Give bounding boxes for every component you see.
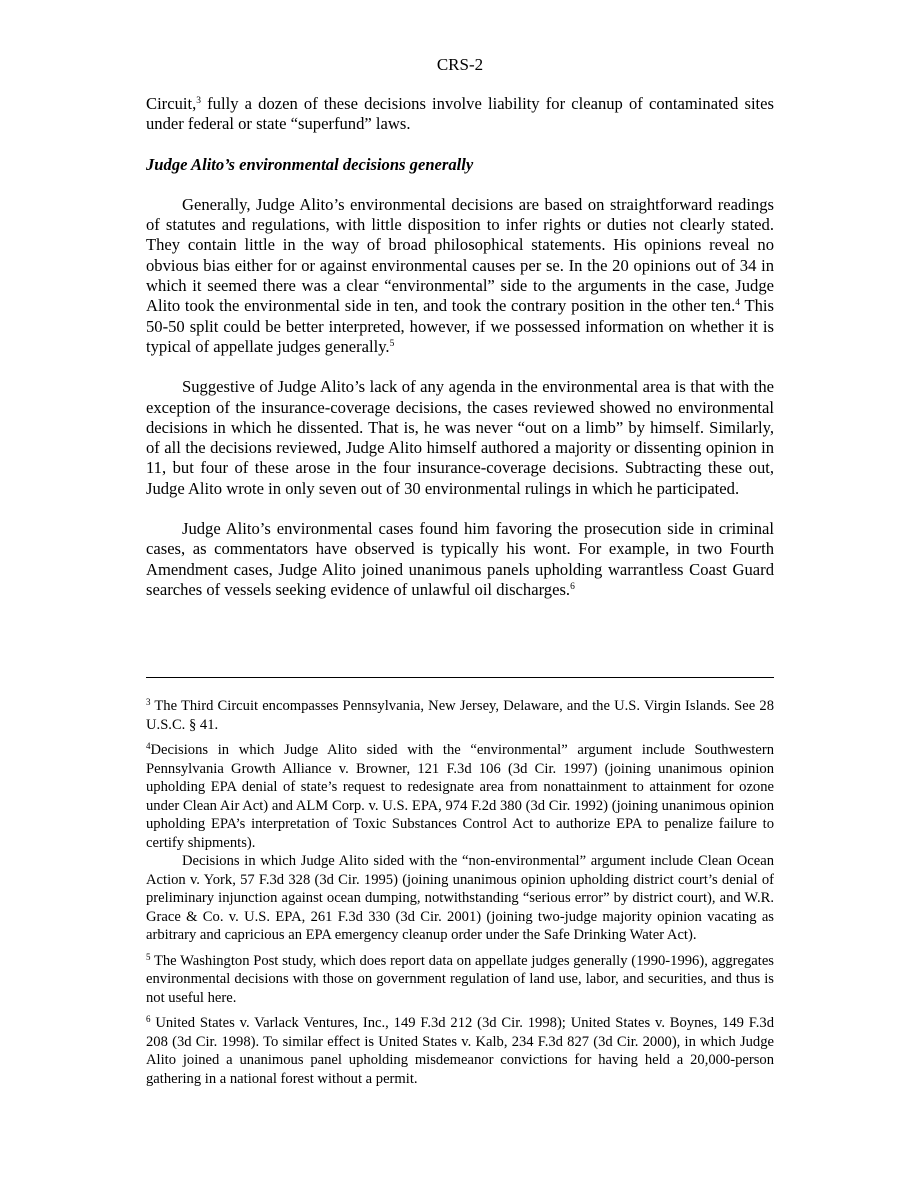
intro-text-start: Circuit, [146, 94, 197, 113]
footnote-ref-4[interactable]: 4 [735, 298, 741, 309]
footnote-text: United States v. Varlack Ventures, Inc., 149 F.3d 212 (3d Cir. 1998); United States v. Boynes, 149 F.3d 208 (3d Cir. 1998). To similar effect is United States v. Kalb, 234 F.3d 827 (3d Cir. 2000), in which Judge Alito joined a unanimous panel upholding misdemeanor convictions for having held a 20,000-person gathering in a national forest without a permit. [146, 1015, 774, 1087]
footnote-text: Decisions in which Judge Alito sided with the “environmental” argument include Southwestern Pennsylvania Growth Alliance v. Browner, 121 F.3d 106 (3d Cir. 1997) (joining unanimous opinion upholding EPA denial of state’s request to redesignate area from nonattainment to attainment for ozone under Clean Air Act) and ALM Corp. v. U.S. EPA, 974 F.2d 380 (3d Cir. 1992) (joining unanimous opinion upholding EPA’s interpretation of Toxic Substances Control Act to authorize EPA to penalize failure to certify shipments). [146, 742, 774, 851]
footnote-text: The Third Circuit encompasses Pennsylvania, New Jersey, Delaware, and the U.S. Virgin Islands. See 28 U.S.C. § 41. [146, 698, 774, 733]
footnote-number: 4 [146, 741, 151, 751]
intro-paragraph [146, 94, 774, 135]
body-text [146, 94, 774, 600]
footnote-text: The Washington Post study, which does report data on appellate judges generally (1990-1996), aggregates environmental decisions with those on government regulation of land use, labor, and securities, and thus is not useful here. [146, 952, 774, 1006]
footnote-4-continuation: Decisions in which Judge Alito sided with the “non-environmental” argument include Clean Ocean Action v. York, 57 F.3d 328 (3d Cir. 1995) (joining unanimous opinion upholding district court’s denial of preliminary injunction against ocean dumping, notwithstanding “serious error” by district court), and W.R. Grace & Co. v. U.S. EPA, 261 F.3d 330 (3d Cir. 2001) (joining two-judge majority opinion vacating as arbitrary and capricious an EPA emergency cleanup order under the Safe Drinking Water Act). [146, 853, 774, 943]
intro-text-end: fully a dozen of these decisions involve liability for cleanup of contaminated sites under federal or state “superfund” laws. [146, 94, 774, 134]
paragraph-generally [146, 195, 774, 357]
footnote-ref-5[interactable]: 5 [389, 338, 395, 349]
paragraph-prosecution [146, 519, 774, 600]
footnote-ref-3[interactable]: 3 [196, 96, 201, 106]
footnote-ref-6[interactable]: 6 [570, 581, 575, 592]
footnotes [146, 697, 774, 1095]
page-label: CRS-2 [436, 55, 484, 74]
footnote-number: 6 [146, 1014, 151, 1024]
paragraph-generally-part1: Generally, Judge Alito’s environmental decisions are based on straightforward readings of statutes and regulations, with little disposition to infer rights or duties not clearly stated. They contain little in the way of broad philosophical statements. His opinions reveal no obvious bias either for or against environmental causes per se. In the 20 opinions out of 34 in which it seemed there was a clear “environmental” side to the arguments in the case, Judge Alito took the environmental side in ten, and took the contrary position in the other ten. [146, 194, 774, 316]
paragraph-generally-part2: This 50-50 split could be better interpreted, however, if we possessed information on whether it is typical of appellate judges generally. [146, 296, 774, 356]
footnote-number: 5 [146, 951, 151, 962]
footnote-4 [146, 741, 774, 852]
footnote-5 [146, 952, 774, 1008]
footnote-number: 3 [146, 697, 151, 707]
footnote-6 [146, 1014, 774, 1088]
page-header [146, 55, 774, 75]
footnote-divider [146, 677, 774, 678]
footnote-3 [146, 697, 774, 734]
paragraph-prosecution-text: Judge Alito’s environmental cases found him favoring the prosecution side in criminal cases, as commentators have observed is typically his wont. For example, in two Fourth Amendment cases, Judge Alito joined unanimous panels upholding warrantless Coast Guard searches of vessels seeking evidence of unlawful oil discharges. [146, 519, 774, 599]
paragraph-agenda: Suggestive of Judge Alito’s lack of any agenda in the environmental area is that with the exception of the insurance-coverage decisions, the cases reviewed showed no environmental decisions in which he dissented. That is, he was never “out on a limb” by himself. Similarly, of all the decisions reviewed, Judge Alito himself authored a majority or dissenting opinion in 11, but four of these arose in the four insurance-coverage decisions. Subtracting these out, Judge Alito wrote in only seven out of 30 environmental rulings in which he participated. [146, 377, 774, 498]
section-heading: Judge Alito’s environmental decisions generally [146, 154, 474, 174]
